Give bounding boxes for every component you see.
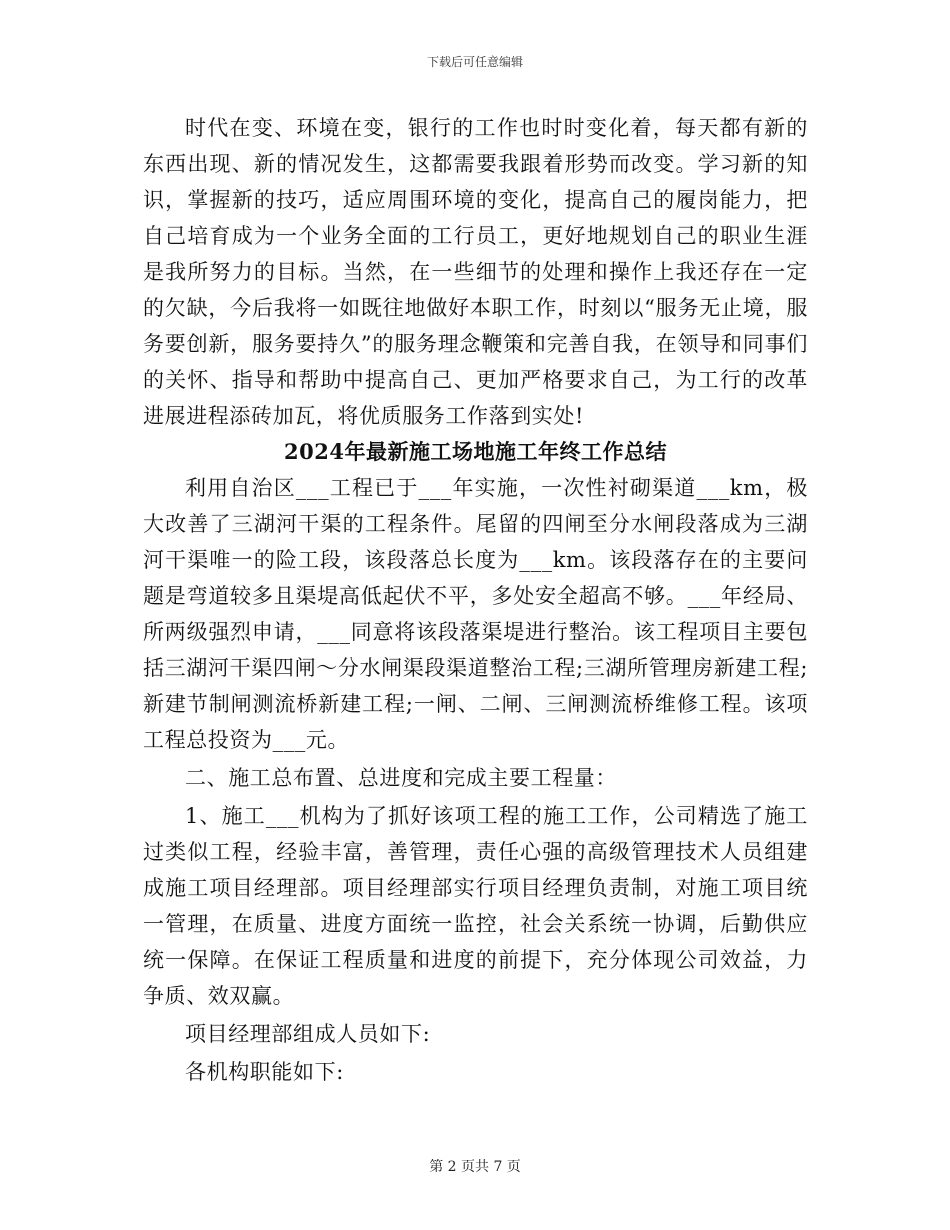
paragraph-1: 利用自治区___工程已于___年实施，一次性衬砌渠道___km，极大改善了三湖河干渠的工程条件。尾留的四闸至分水闸段落成为三湖河干渠唯一的险工段，该段落总长度为___km。该段落存在的主要问题是弯道较多且渠堤高低起伏不平，多处安全超高不够。___年经局、所两级强烈申请，___同意将该段落渠堤进行整治。该工程项目主要包括三湖河干渠四闸～分水闸渠段渠道整治工程;三湖所管理房新建工程;新建节制闸测流桥新建工程;一闸、二闸、三闸测流桥维修工程。该项工程总投资为___元。 [143, 476, 808, 752]
paragraph-3: 1、施工___机构为了抓好该项工程的施工工作，公司精选了施工过类似工程，经验丰富，善管理，责任心强的高级管理技术人员组建成施工项目经理部。项目经理部实行项目经理负责制，对施工项目统一管理，在质量、进度方面统一监控，社会关系统一协调，后勤供应统一保障。在保证工程质量和进度的前提下，充分体现公司效益，力争质、效双赢。 [143, 804, 808, 1008]
paragraph-5: 各机构职能如下: [185, 1060, 344, 1084]
document-body [143, 110, 808, 1090]
section-title: 2024年最新施工场地施工年终工作总结 [284, 439, 667, 464]
page-footer: 第 2 页共 7 页 [429, 1159, 521, 1175]
page-header: 下载后可任意编辑 [426, 55, 523, 69]
paragraph-2: 二、施工总布置、总进度和完成主要工程量： [185, 766, 617, 790]
paragraph-4: 项目经理部组成人员如下: [185, 1022, 431, 1046]
paragraph-intro: 时代在变、环境在变，银行的工作也时时变化着，每天都有新的东西出现、新的情况发生，这都需要我跟着形势而改变。学习新的知识，掌握新的技巧，适应周围环境的变化，提高自己的履岗能力，把自己培育成为一个业务全面的工行员工，更好地规划自己的职业生涯是我所努力的目标。当然，在一些细节的处理和操作上我还存在一定的欠缺，今后我将一如既往地做好本职工作，时刻以“服务无止境，服务要创新，服务要持久”的服务理念鞭策和完善自我，在领导和同事们的关怀、指导和帮助中提高自己、更加严格要求自己，为工行的改革进展进程添砖加瓦，将优质服务工作落到实处! [143, 116, 808, 428]
